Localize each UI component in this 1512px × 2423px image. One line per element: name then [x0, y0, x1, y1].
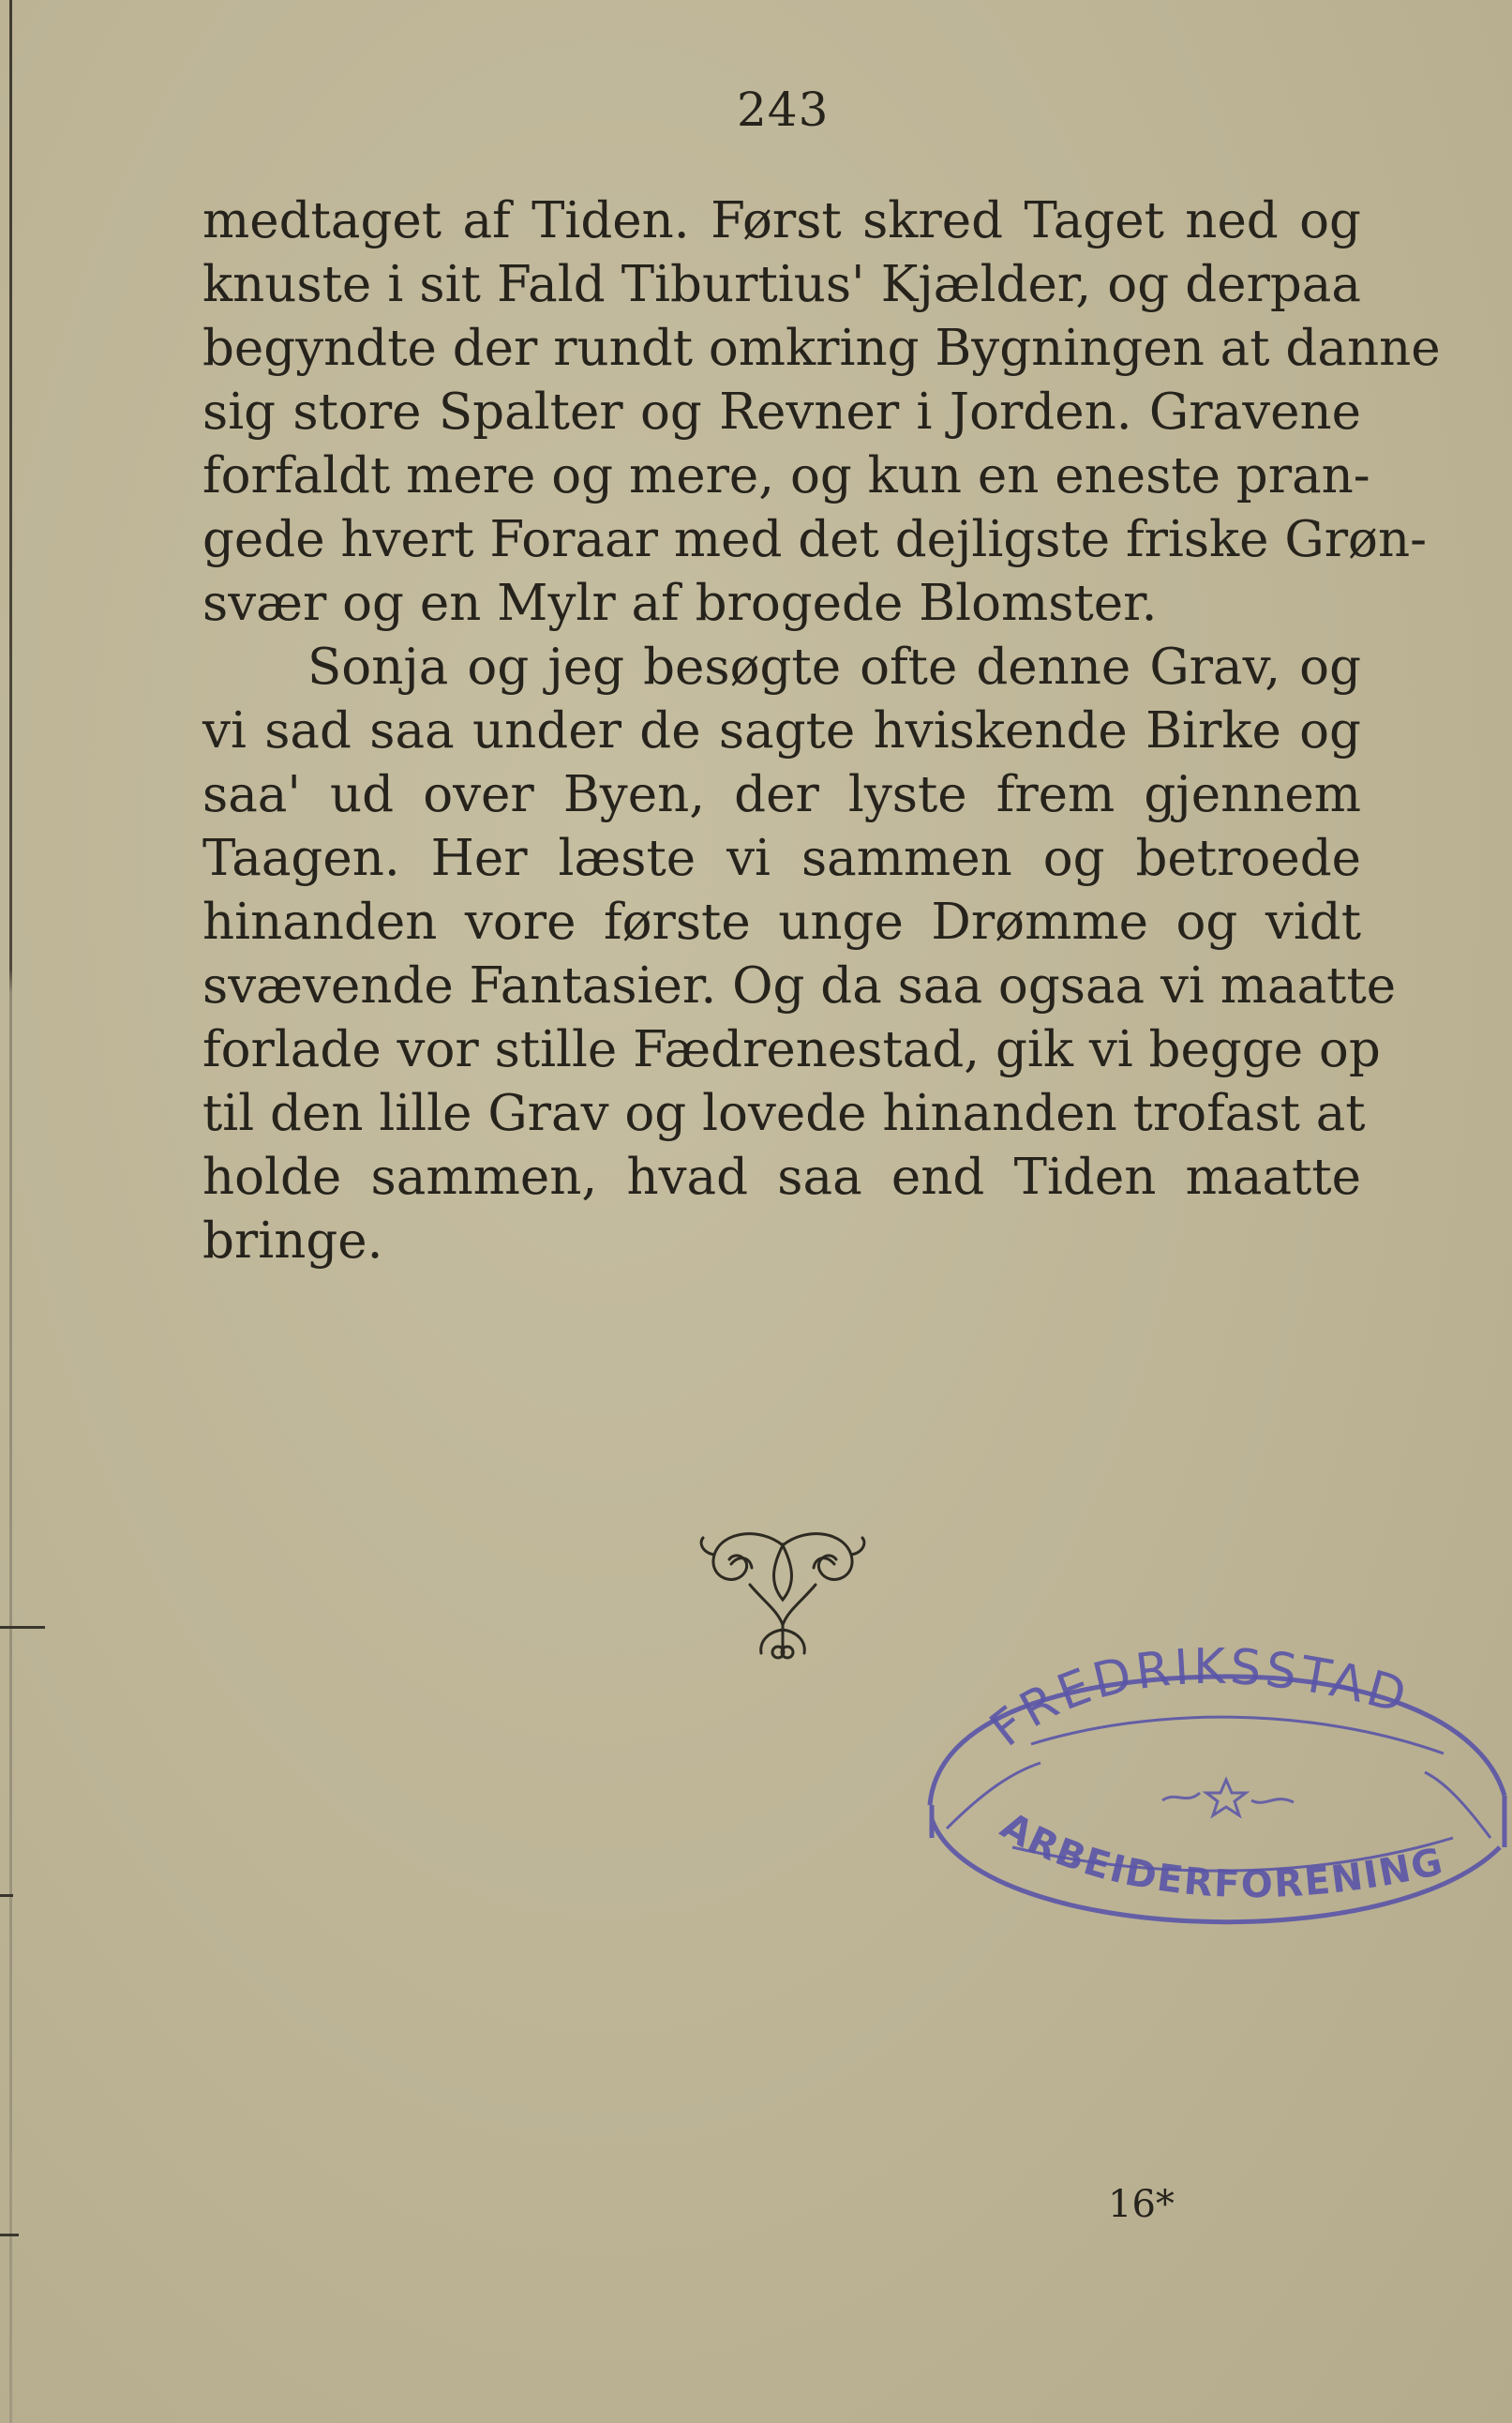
- text-line: bringe.: [202, 1212, 383, 1270]
- text-line: forlade vor stille Fædrenestad, gik vi begge op: [202, 1021, 1381, 1078]
- stamp-top-text: FREDRIKSSTAD: [980, 1638, 1415, 1758]
- text-line: til den lille Grav og lovede hinanden trofast at: [202, 1085, 1366, 1142]
- body-text: [202, 189, 1441, 1273]
- text-line: gede hvert Foraar med det dejligste friske Grøn-: [202, 511, 1428, 568]
- text-line: forfaldt mere og mere, og kun en eneste pran-: [202, 447, 1370, 504]
- page-number: 243: [737, 83, 830, 137]
- text-line: Taagen. Her læste vi sammen og betroede: [202, 830, 1361, 887]
- library-stamp: [919, 1632, 1509, 1969]
- text-line: hinanden vore første unge Drømme og vidt: [202, 894, 1361, 951]
- text-line: holde sammen, hvad saa end Tiden maatte: [202, 1149, 1361, 1206]
- text-line: medtaget af Tiden. Først skred Taget ned og: [202, 192, 1361, 249]
- stamp-bottom-text: ARBEIDERFORENING: [993, 1804, 1448, 1907]
- text-line: knuste i sit Fald Tiburtius' Kjælder, og derpaa: [202, 256, 1361, 313]
- page-binding-edge: [9, 0, 12, 2423]
- text-line: saa' ud over Byen, der lyste frem gjennem: [202, 766, 1361, 823]
- text-line: vi sad saa under de sagte hviskende Birke og: [202, 702, 1361, 760]
- signature-mark: 16*: [1108, 2183, 1175, 2226]
- text-line: svær og en Mylr af brogede Blomster.: [202, 575, 1158, 632]
- text-line: sig store Spalter og Revner i Jorden. Gravene: [202, 384, 1361, 441]
- text-line: Sonja og jeg besøgte ofte denne Grav, og: [307, 639, 1361, 696]
- text-line: svævende Fantasier. Og da saa ogsaa vi maatte: [202, 957, 1397, 1015]
- edge-tick-mark: [0, 2234, 19, 2236]
- fleuron-ornament-icon: [694, 1527, 872, 1667]
- edge-tick-mark: [0, 1626, 45, 1629]
- edge-tick-mark: [0, 1894, 13, 1897]
- text-line: begyndte der rundt omkring Bygningen at danne: [202, 320, 1441, 377]
- svg-text:ARBEIDERFORENING: [994, 1804, 1448, 1906]
